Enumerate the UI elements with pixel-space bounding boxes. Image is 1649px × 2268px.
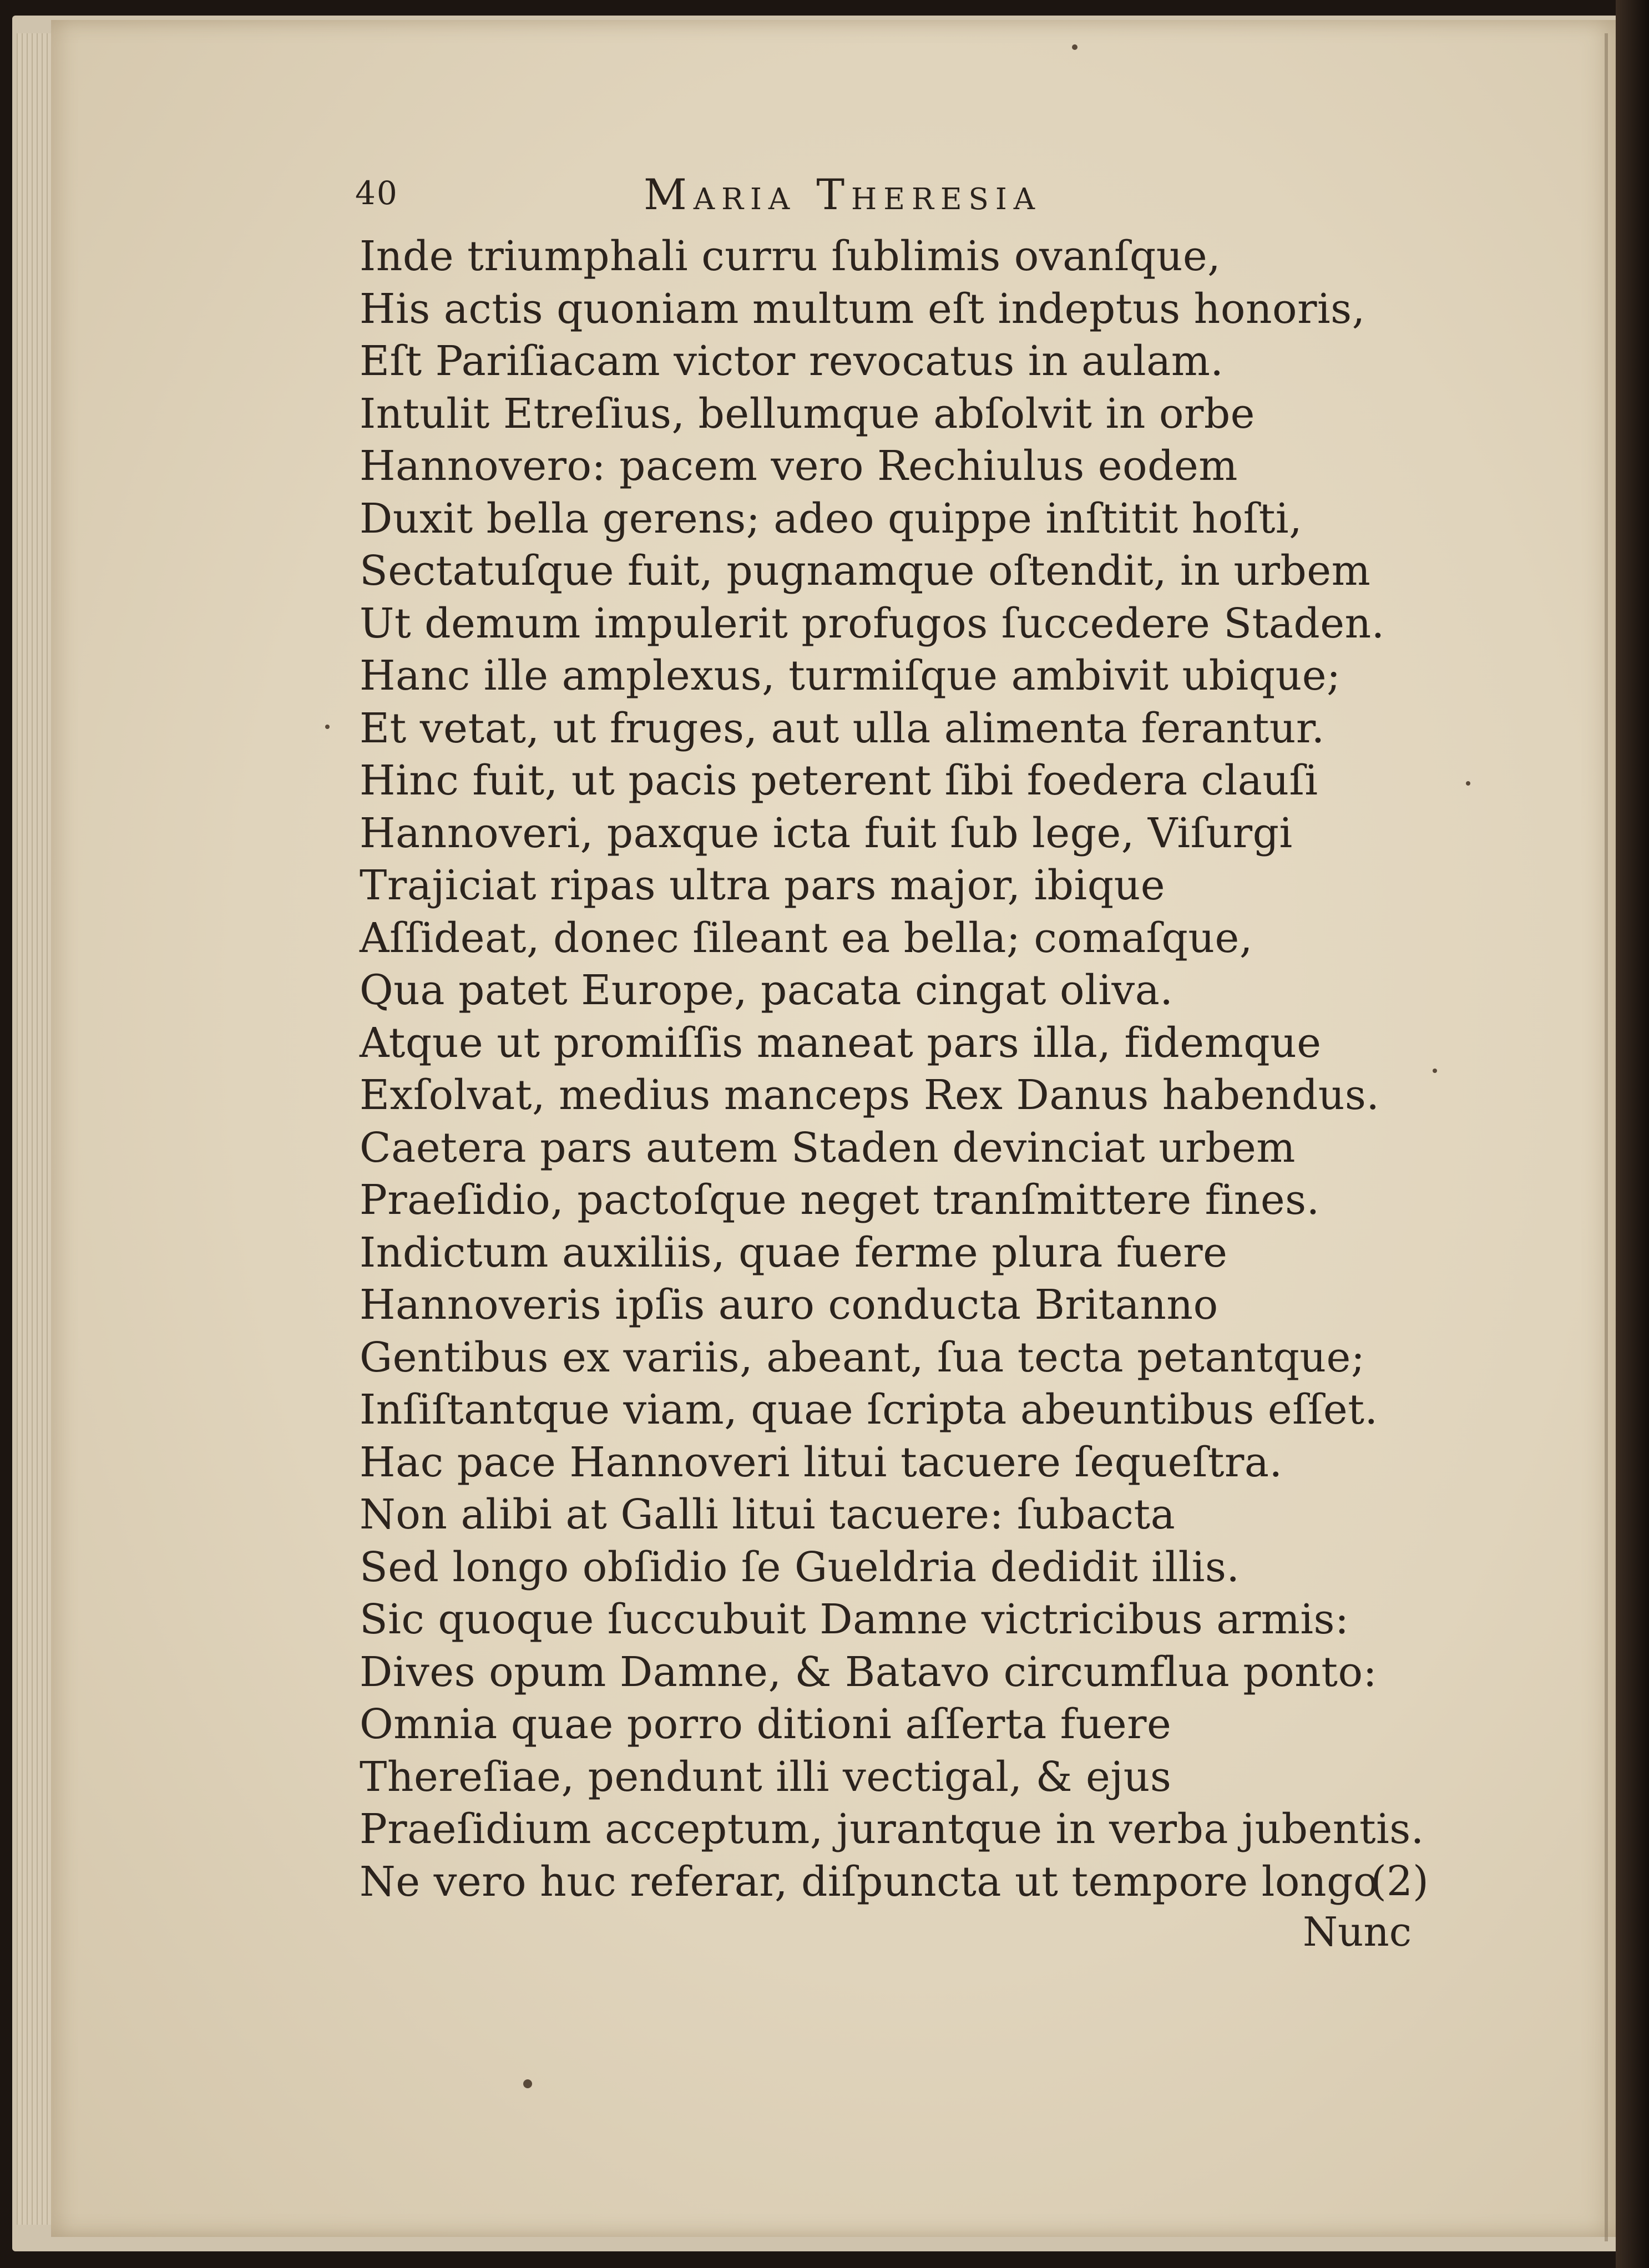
verse-line: Non alibi at Galli litui tacuere: ſubacta <box>360 1491 1176 1538</box>
verse-line: Sectatuſque fuit, pugnamque oſtendit, in urbem <box>360 547 1371 595</box>
verse-line: Hannoveri, paxque icta fuit ſub lege, Viſurgi <box>360 809 1293 857</box>
verse-line: Duxit bella gerens; adeo quippe inſtitit hoſti, <box>360 494 1303 543</box>
verse-line: Hannoveris ipſis auro conducta Britanno <box>360 1281 1218 1329</box>
verse-line: Et vetat, ut fruges, aut ulla alimenta ferantur. <box>360 704 1325 752</box>
ink-speck <box>1466 781 1470 786</box>
verse-line: Intulit Etreſius, bellumque abſolvit in orbe <box>360 389 1255 438</box>
ink-speck <box>1072 44 1078 50</box>
verse-line: Ut demum impulerit profugos ſuccedere Staden. <box>360 599 1385 647</box>
verse-line: Inde triumphali curru ſublimis ovanſque, <box>360 232 1221 280</box>
verse-line: Hannovero: pacem vero Rechiulus eodem <box>360 442 1238 490</box>
verse-line: Hinc fuit, ut pacis peterent ſibi foedera clauſi <box>360 757 1318 804</box>
verse-line: Caetera pars autem Staden devinciat urbem <box>360 1123 1296 1172</box>
catchword: Nunc <box>1303 1908 1412 1955</box>
page-number: 40 <box>355 174 398 212</box>
gutter-line <box>1605 33 1608 2241</box>
verse-line: Atque ut promiſſis maneat pars illa, fidemque <box>360 1019 1322 1067</box>
ink-speck <box>523 2079 532 2088</box>
running-title: Maria Theresia <box>644 170 1042 219</box>
verse-line: Eſt Pariſiacam victor revocatus in aulam. <box>360 337 1224 385</box>
verse-line: Trajiciat ripas ultra pars major, ibique <box>360 862 1166 909</box>
verse-line: Indictum auxiliis, quae ferme plura fuere <box>360 1228 1228 1277</box>
verse-line: Ne vero huc referar, diſpuncta ut tempore longo <box>360 1857 1378 1906</box>
verse-line: Dives opum Damne, & Batavo circumflua ponto: <box>360 1648 1378 1696</box>
verse-line: Hanc ille amplexus, turmiſque ambivit ubique; <box>360 652 1341 700</box>
verse-line: Praeſidium acceptum, jurantque in verba jubentis. <box>360 1805 1424 1853</box>
verse-line: Sic quoque ſuccubuit Damne victricibus armis: <box>360 1596 1349 1643</box>
verse-line: Inſiſtantque viam, quae ſcripta abeuntibus eſſet. <box>360 1386 1378 1434</box>
verse-block <box>360 230 1469 1908</box>
verse-line: His actis quoniam multum eſt indeptus honoris, <box>360 285 1365 333</box>
verse-line: Aſſideat, donec ſileant ea bella; comaſque, <box>360 914 1253 962</box>
verse-line: Thereſiae, pendunt illi vectigal, & ejus <box>360 1753 1172 1801</box>
verse-line: Hac pace Hannoveri litui tacuere ſequeſtra. <box>360 1438 1283 1486</box>
scan-right-edge <box>1616 0 1649 2268</box>
verse-line: Gentibus ex variis, abeant, ſua tecta petantque; <box>360 1333 1365 1381</box>
verse-line: Sed longo obſidio ſe Gueldria dedidit illis. <box>360 1543 1240 1591</box>
verse-line: Qua patet Europe, pacata cingat oliva. <box>360 966 1173 1014</box>
ink-speck <box>325 725 330 729</box>
verse-line: Omnia quae porro ditioni aſſerta fuere <box>360 1700 1172 1748</box>
note-marker: (2) <box>1370 1857 1429 1905</box>
page-edges <box>17 33 55 2225</box>
running-header <box>355 166 1121 233</box>
ink-speck <box>1433 1069 1437 1073</box>
verse-line: Exſolvat, medius manceps Rex Danus habendus. <box>360 1071 1380 1119</box>
verse-line: Praeſidio, pactoſque neget tranſmittere fines. <box>360 1176 1320 1224</box>
